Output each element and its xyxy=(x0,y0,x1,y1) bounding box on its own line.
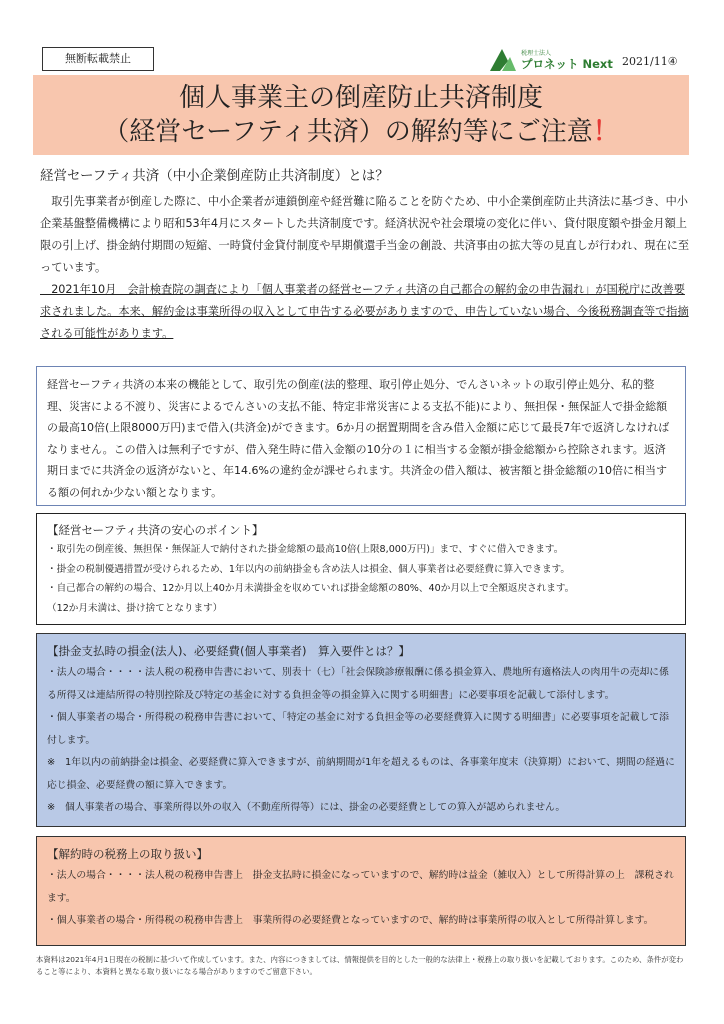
deduction-list xyxy=(47,662,675,752)
cancellation-title: 【解約時の税務上の取り扱い】 xyxy=(47,847,208,861)
list-item: ・法人の場合・・・・法人税の税務申告書において、別表十（七）「社会保険診療報酬に係る損金算入、農地所有適格法人の肉用牛の売却に係る所得又は連結所得の特別控除及び特定の基金に対する負担金等の損金算入に関する明細書」に必要事項を記載して添付します。 xyxy=(47,667,669,701)
logo-mark-icon xyxy=(488,47,518,73)
points-title: 【経営セーフティ共済の安心のポイント】 xyxy=(47,523,264,537)
deduction-note: ※ 1年以内の前納掛金は損金、必要経費に算入できますが、前納期間が1年を超えるものは、各事業年度末（決算期）において、期間の経過に応じ損金、必要経費の額に算入できます。 xyxy=(47,757,675,791)
intro-paragraph-2: 2021年10月 会計検査院の調査により「個人事業者の経営セーフティ共済の自己都合の解約金の申告漏れ」が国税庁に改善要求されました。本来、解約金は事業所得の収入として申告する必要がありますので、申告していない場合、今後税務調査等で指摘される可能性があります。 xyxy=(40,283,689,340)
section-heading: 経営セーフティ共済（中小企業倒産防止共済制度）とは？ xyxy=(40,168,389,184)
deduction-note: ※ 個人事業者の場合、事業所得以外の収入（不動産所得等）には、掛金の必要経費としての算入が認められません。 xyxy=(47,802,566,813)
title-line-2-text: （経営セーフティ共済）の解約等にご注意 xyxy=(103,117,593,147)
list-item: ・個人事業者の場合・所得税の税務申告書において、「特定の基金に対する負担金等の必要経費算入に関する明細書」に必要事項を記載して添付します。 xyxy=(47,712,669,746)
cancellation-list xyxy=(47,865,675,933)
disclaimer: 本資料は2021年4月1日現在の税制に基づいて作成しています。また、内容につきましては、情報提供を目的とした一般的な法律上・税務上の取り扱いを記載しております。このため、条件が変わること等により、本資料と異なる取り扱いになる場合がありますのでご留意下さい。 xyxy=(36,955,684,976)
exclamation-mark: ！ xyxy=(592,117,619,147)
list-item: ・取引先の倒産後、無担保・無保証人で納付された掛金総額の最高10倍(上限8,000万円)」まで、すぐに借入できます。 xyxy=(47,544,564,555)
issue-date: 2021/11④ xyxy=(622,55,678,68)
logo-name: プロネット Next xyxy=(521,57,613,71)
cancellation-box xyxy=(36,836,686,946)
function-text: 経営セーフティ共済の本来の機能として、取引先の倒産(法的整理、取引停止処分、でんさいネットの取引停止処分、私的整理、災害による不渡り、災害によるでんさいの支払不能、特定非常災害による支払不能)により、無担保・無保証人で掛金総額の最高10倍(上限8000万円)まで借入(共済金)ができます。6か月の据置期間を含み借入金額に応じて最長7年で返済しなければなりません。この借入は無利子ですが、借入発生時に借入金額の10分の１に相当する金額が掛金総額から控除されます。返済期日までに共済金の返済がないと、年14.6%の違約金が課せられます。共済金の借入額は、被害額と掛金総額の10倍に相当する額の何れか少ない額となります。 xyxy=(47,378,670,499)
list-item: （12か月未満は、掛け捨てとなります） xyxy=(47,602,223,614)
list-item: ・法人の場合・・・・法人税の税務申告書上 掛金支払時に損金になっていますので、解約時は益金（雑収入）として所得計算の上 課税されます。 xyxy=(47,870,674,904)
no-reprint-badge: 無断転載禁止 xyxy=(42,47,154,71)
title-line-2 xyxy=(33,115,689,149)
title-banner xyxy=(33,75,689,155)
function-box xyxy=(36,366,686,506)
company-logo xyxy=(488,46,618,76)
deduction-box xyxy=(36,633,686,827)
list-item: ・自己都合の解約の場合、12か月以上40か月未満掛金を収めていれば掛金総額の80%、40か月以上で全額返戻されます。 xyxy=(47,583,575,594)
logo-corp-type: 税理士法人 xyxy=(521,50,552,57)
intro-text xyxy=(40,191,690,345)
intro-paragraph-1: 取引先事業者が倒産した際に、中小企業者が連鎖倒産や経営難に陥ることを防ぐため、中小企業倒産防止共済法に基づき、中小企業基盤整備機構により昭和53年4月にスタートした共済制度です。経済状況や社会環境の変化に伴い、貸付限度額や掛金月額上限の引上げ、掛金納付期間の短縮、一時貸付金貸付制度や早期償還手当金の創設、共済事由の拡大等の見直しが行われ、現在に至っています。 xyxy=(40,195,690,274)
points-list xyxy=(47,540,675,618)
deduction-title: 【掛金支払時の損金(法人)、必要経費(個人事業者) 算入要件とは？】 xyxy=(47,644,410,658)
list-item: ・掛金の税制優遇措置が受けられるため、1年以内の前納掛金も含め法人は損金、個人事業者は必要経費に算入できます。 xyxy=(47,563,571,575)
title-line-1: 個人事業主の倒産防止共済制度 xyxy=(178,83,543,113)
list-item: ・個人事業者の場合・所得税の税務申告書上 事業所得の必要経費となっていますので、解約時は事業所得の収入として所得計算します。 xyxy=(47,915,654,926)
points-box xyxy=(36,513,686,625)
